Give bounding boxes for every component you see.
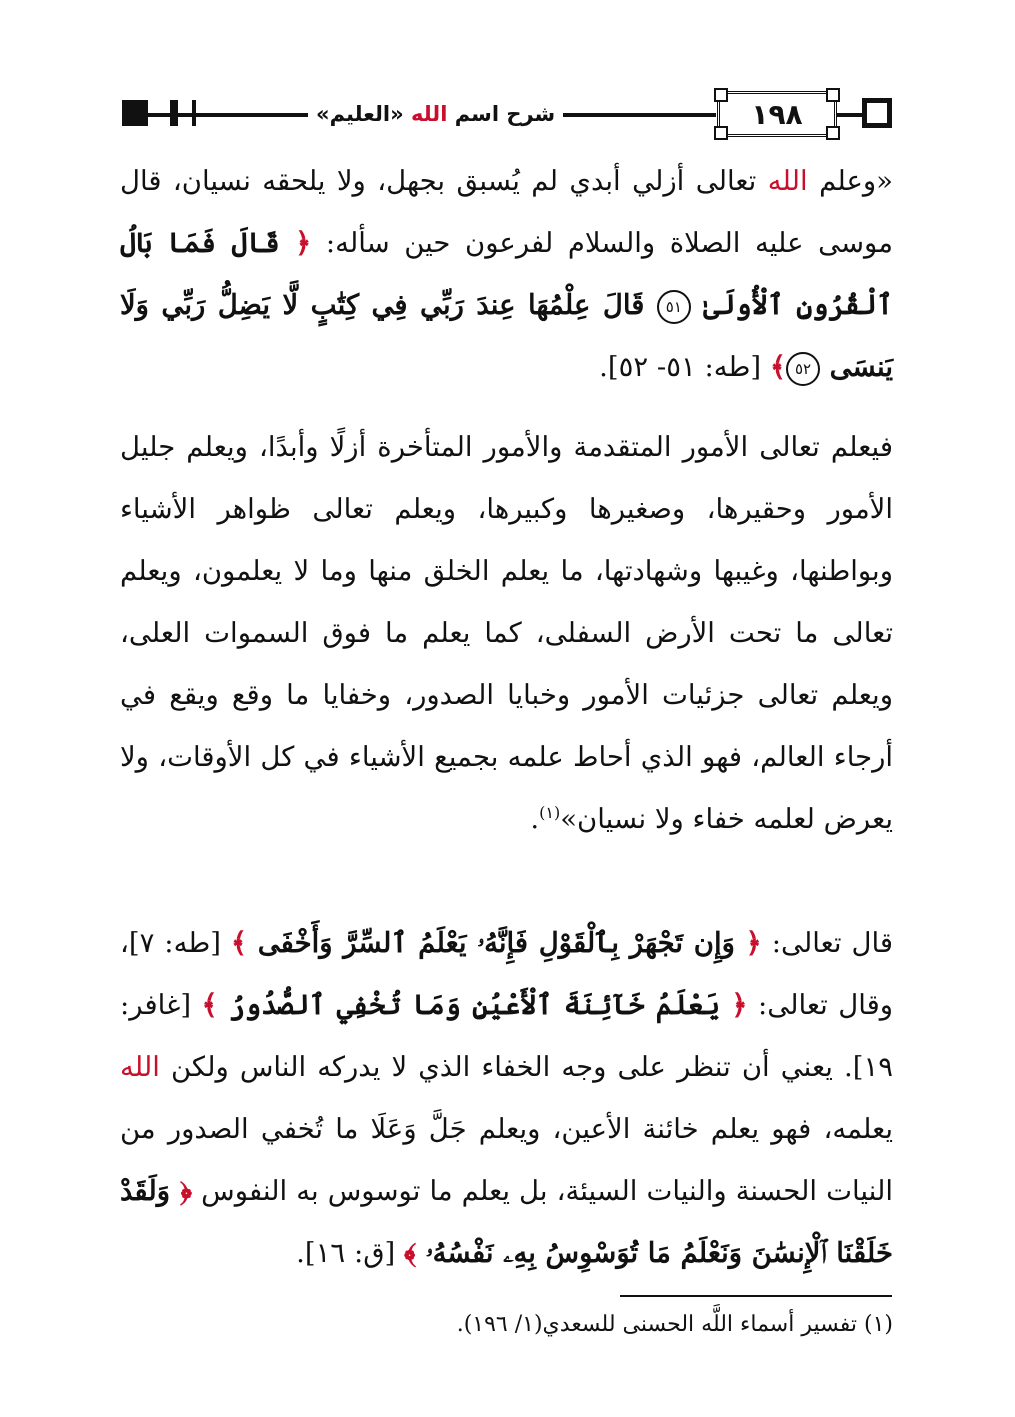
verse-reference: [ق: ١٦]. [296,1237,405,1269]
quran-close-bracket: ﴾ [201,989,218,1021]
page-number: ١٩٨ [751,97,803,131]
header-line-segment [148,113,170,117]
paragraph-text: قال تعالى: [761,927,894,959]
footnote-reference[interactable]: (١) [539,802,561,822]
quran-verse: يَعْلَمُ خَآئِنَةَ ٱلْأَعْيُنِ وَمَا تُخْفِي ٱلصُّدُورُ [217,989,732,1021]
paragraph-text: فيعلم تعالى الأمور المتقدمة والأمور المتأخرة أزلًا وأبدًا، ويعلم جليل الأمور وحقيرها، وصغيرها وكبيرها، ويعلم تعالى ظواهر الأشياء وبواطنها، وغيبها وشهادتها، ما يعلم الخلق منها وما لا يعلمون، ويعلم تعالى ما تحت الأرض السفلى، كما يعلم ما فوق السموات العلى، ويعلم تعالى جزئيات الأمور وخبايا الصدور، وخفايا ما وقع ويقع في أرجاء العالم، فهو الذي أحاط علمه بجميع الأشياء في كل الأوقات، ولا يعرض لعلمه خفاء ولا نسيان» [120,431,893,835]
corner-ornament [714,126,728,140]
quran-verse: وَإِن تَجْهَرْ بِٱلْقَوْلِ فَإِنَّهُۥ يَعْلَمُ ٱلسِّرَّ وَأَخْفَى [246,927,746,959]
paragraph-2 [120,416,893,850]
paragraph-3 [120,912,893,1284]
quran-close-bracket: ﴾ [769,351,787,383]
quran-open-bracket: ﴿ [179,1175,193,1207]
ayah-number-marker: ٥١ [657,290,691,324]
paragraph-text: «وعلم [807,165,893,197]
header-left-bar [170,100,178,126]
quran-close-bracket: ﴾ [404,1237,417,1269]
footnote: (١) تفسير أسماء اللَّه الحسنى للسعدي(١/ ١٩٦). [456,1312,893,1337]
quran-close-bracket: ﴾ [230,927,247,959]
quran-verse: وَلَقَدْ خَلَقْنَا ٱلْإِنسَٰنَ وَنَعْلَمُ مَا تُوَسْوِسُ بِهِۦ نَفْسُهُۥ [120,1175,893,1269]
quran-open-bracket: ﴿ [295,227,312,259]
quran-verse: قَالَ عِلْمُهَا عِندَ رَبِّي فِي كِتَٰبٍ لَّا يَضِلُّ رَبِّي وَلَا يَنسَى [120,289,893,383]
header-left-square [122,100,148,126]
corner-ornament [826,88,840,102]
footnote-separator [620,1295,892,1297]
corner-ornament [714,88,728,102]
verse-reference: [طه: ٥١- ٥٢]. [599,351,770,383]
paragraph-text: [غافر: ١٩]. يعني أن تنظر على وجه الخفاء الذي لا يدركه الناس ولكن [120,989,893,1083]
quran-open-bracket: ﴿ [745,927,762,959]
page-number-box [717,91,837,137]
running-title-name: الله [411,102,448,126]
paragraph-text: . [530,803,540,835]
header-line-segment [837,113,863,117]
divine-name: الله [120,1051,160,1083]
page-header [122,86,892,144]
corner-ornament [826,126,840,140]
verse-reference: [طه: ٧]، وقال تعالى: [120,927,894,1021]
header-right-square [862,98,892,128]
running-title-suffix: «العليم» [316,102,404,126]
quran-verse: قَالَ فَمَا بَالُ ٱلْقُرُونِ ٱلْأُولَىٰ [120,227,893,321]
running-title-prefix: شرح اسم [454,102,556,126]
ayah-number-marker: ٥٢ [786,352,820,386]
paragraph-text: تعالى أزلي أبدي لم يُسبق بجهل، ولا يلحقه نسيان، قال موسى عليه الصلاة والسلام لفرعون حين سأله: [120,165,893,259]
header-line-segment [178,113,192,117]
paragraph-text: يعلمه، فهو يعلم خائنة الأعين، ويعلم جَلَّ وَعَلَا ما تُخفي الصدور من النيات الحسنة والنيات السيئة، بل يعلم ما توسوس به النفوس [120,1113,893,1207]
running-title [308,94,563,134]
divine-name: الله [767,165,808,197]
quran-open-bracket: ﴿ [731,989,748,1021]
paragraph-1 [120,150,893,398]
